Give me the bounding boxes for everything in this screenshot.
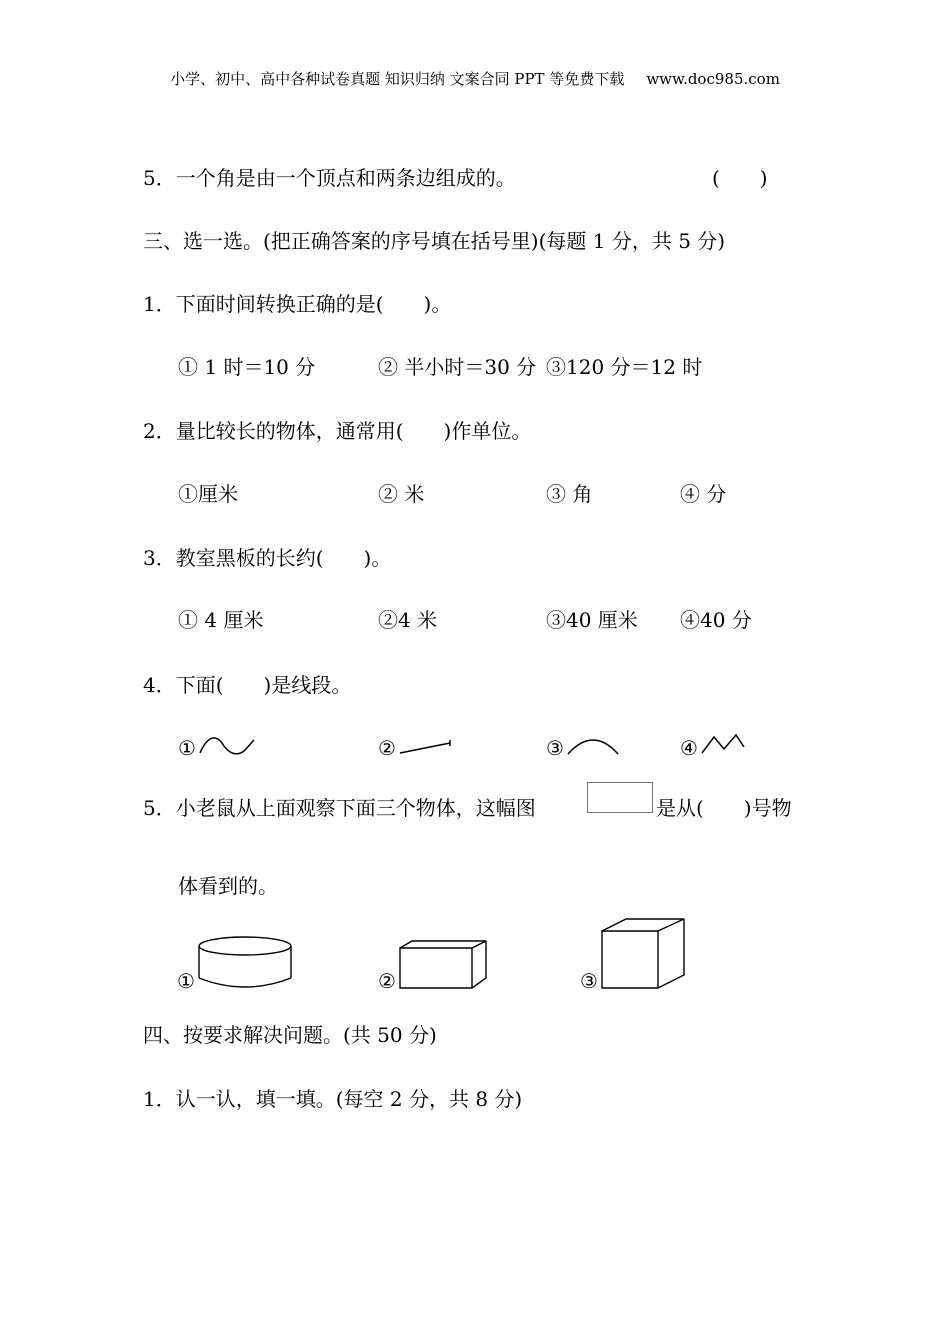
q4-marker-2: ② bbox=[378, 736, 396, 760]
question-1: 1．下面时间转换正确的是( )。 bbox=[143, 292, 452, 316]
q1-option-2: ② 半小时＝30 分 bbox=[378, 355, 537, 379]
section-4-question-1: 1．认一认，填一填。(每空 2 分，共 8 分) bbox=[143, 1087, 523, 1111]
q5-marker-2: ② bbox=[378, 969, 396, 993]
q4-marker-3: ③ bbox=[546, 736, 564, 760]
page-header bbox=[0, 68, 950, 89]
q5-marker-3: ③ bbox=[580, 969, 598, 993]
answer-paren: ( ) bbox=[712, 166, 768, 190]
q3-option-1: ① 4 厘米 bbox=[178, 608, 264, 632]
arc-figure bbox=[566, 734, 622, 758]
cube-figure bbox=[600, 918, 686, 990]
section-4-title: 四、按要求解决问题。(共 50 分) bbox=[143, 1023, 437, 1047]
question-text: 5．一个角是由一个顶点和两条边组成的。 bbox=[143, 166, 516, 190]
header-site: www.doc985.com bbox=[646, 70, 780, 88]
question-5-text-after: 是从( )号物 bbox=[656, 796, 792, 820]
section-3-title: 三、选一选。(把正确答案的序号填在括号里)(每题 1 分，共 5 分) bbox=[143, 229, 726, 253]
question-2: 2．量比较长的物体，通常用( )作单位。 bbox=[143, 419, 532, 443]
q2-option-1: ①厘米 bbox=[178, 482, 238, 506]
q2-option-3: ③ 角 bbox=[546, 482, 593, 506]
cylinder-figure bbox=[197, 935, 297, 991]
question-5-true-false bbox=[143, 165, 516, 191]
q3-option-4: ④40 分 bbox=[680, 608, 752, 632]
q1-option-3: ③120 分＝12 时 bbox=[546, 355, 703, 379]
q3-option-2: ②4 米 bbox=[378, 608, 438, 632]
question-5-text-cont: 体看到的。 bbox=[178, 874, 278, 898]
wavy-curve-figure bbox=[198, 733, 258, 759]
header-text: 小学、初中、高中各种试卷真题 知识归纳 文案合同 PPT 等免费下载 bbox=[170, 70, 625, 88]
q1-option-1: ① 1 时＝10 分 bbox=[178, 355, 316, 379]
q5-marker-1: ① bbox=[177, 969, 195, 993]
q4-marker-1: ① bbox=[178, 736, 196, 760]
question-4: 4．下面( )是线段。 bbox=[143, 673, 352, 697]
question-5-text-before: 5．小老鼠从上面观察下面三个物体，这幅图 bbox=[143, 796, 536, 820]
q2-option-2: ② 米 bbox=[378, 482, 425, 506]
cuboid-figure bbox=[398, 940, 490, 990]
q3-option-3: ③40 厘米 bbox=[546, 608, 638, 632]
q4-marker-4: ④ bbox=[680, 736, 698, 760]
zigzag-figure bbox=[700, 731, 750, 757]
q2-option-4: ④ 分 bbox=[680, 482, 727, 506]
line-segment-figure bbox=[398, 738, 454, 758]
question-3: 3．教室黑板的长约( )。 bbox=[143, 546, 392, 570]
top-view-rectangle bbox=[587, 782, 653, 813]
